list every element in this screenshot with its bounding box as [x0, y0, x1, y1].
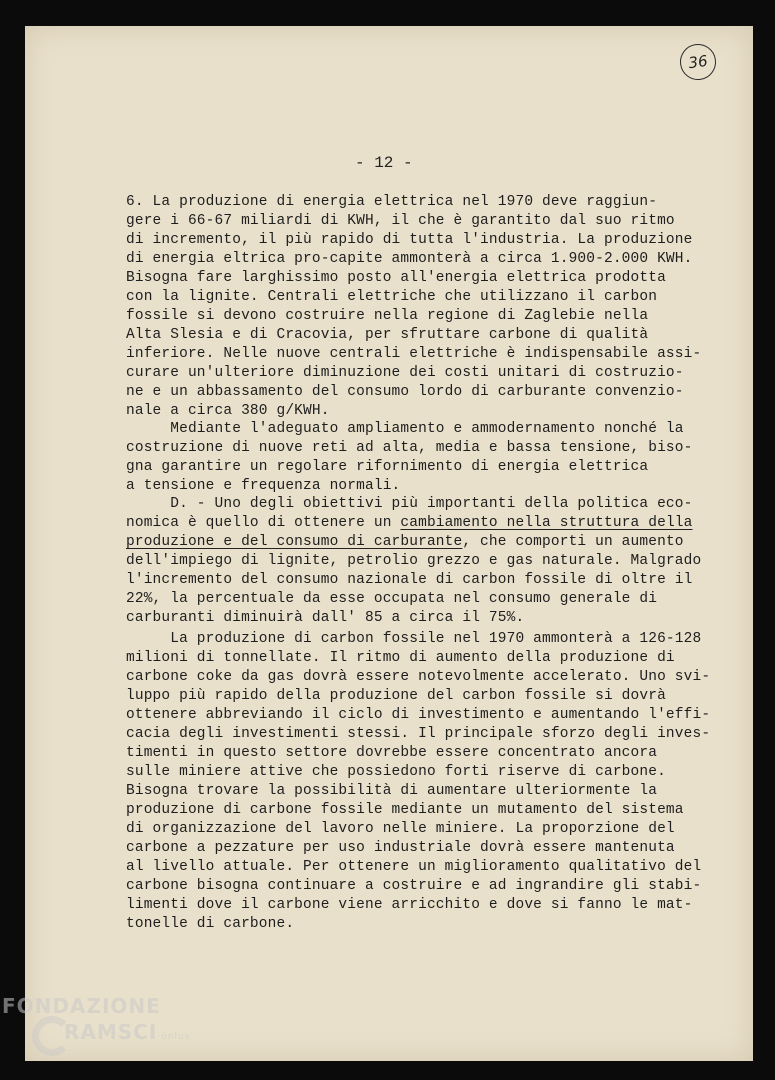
text-line: 6. La produzione di energia elettrica nel 1970 deve raggiun- [126, 194, 658, 210]
text-line: Bisogna fare larghissimo posto all'energia elettrica prodotta [126, 270, 666, 286]
text-line: La produzione di carbon fossile nel 1970 ammonterà a 126-128 [126, 631, 702, 647]
text-line: a tensione e frequenza normali. [126, 478, 401, 494]
text-line: curare un'ulteriore diminuzione dei costi unitari di costruzio- [126, 365, 684, 381]
underlined-phrase: produzione e del consumo di carburante [126, 534, 463, 550]
text-line: 22%, la percentuale da esse occupata nel consumo generale di [126, 591, 658, 607]
archive-page-mark: 36 [678, 42, 719, 83]
text-line: al livello attuale. Per ottenere un miglioramento qualitativo del [126, 859, 702, 875]
text-line: timenti in questo settore dovrebbe essere concentrato ancora [126, 745, 658, 761]
text-line: Alta Slesia e di Cracovia, per sfruttare carbone di qualità [126, 327, 649, 343]
text-line: milioni di tonnellate. Il ritmo di aumento della produzione di [126, 650, 675, 666]
text-line [126, 514, 726, 533]
text-line: cacia degli investimenti stessi. Il principale sforzo degli inves- [126, 726, 711, 742]
text-line: sulle miniere attive che possiedono forti riserve di carbone. [126, 764, 666, 780]
text-line: carbone a pezzature per uso industriale dovrà essere mantenuta [126, 840, 675, 856]
text-line: Mediante l'adeguato ampliamento e ammodernamento nonché la [126, 421, 684, 437]
text-line: di organizzazione del lavoro nelle miniere. La proporzione del [126, 821, 675, 837]
gramsci-g-logo-icon [32, 1016, 72, 1056]
text-line: di energia eltrica pro-capite ammonterà a circa 1.900-2.000 KWH. [126, 251, 693, 267]
underlined-phrase: cambiamento nella struttura della [400, 515, 693, 531]
watermark-suffix: onlus [161, 1032, 191, 1042]
text-line: gere i 66-67 miliardi di KWH, il che è garantito dal suo ritmo [126, 213, 675, 229]
text-line: gna garantire un regolare rifornimento di energia elettrica [126, 459, 649, 475]
text-line: l'incremento del consumo nazionale di carbon fossile di oltre il [126, 572, 693, 588]
text-line: inferiore. Nelle nuove centrali elettriche è indispensabile assi- [126, 346, 702, 362]
watermark-line-2: RAMSCI onlus [64, 1020, 191, 1044]
text-line: tonelle di carbone. [126, 916, 295, 932]
text-line: fossile si devono costruire nella regione di Zaglebie nella [126, 308, 649, 324]
paragraph-coal-production [126, 630, 726, 934]
page-number: - 12 - [355, 154, 413, 172]
paragraph-fuel-structure [126, 495, 726, 628]
text-line: dell'impiego di lignite, petrolio grezzo e gas naturale. Malgrado [126, 553, 702, 569]
text-line: ne e un abbassamento del consumo lordo di carburante convenzio- [126, 384, 684, 400]
text-line: carbone coke da gas dovrà essere notevolmente accelerato. Uno svi- [126, 669, 711, 685]
fondazione-gramsci-watermark [2, 994, 190, 1044]
text-line: nale a circa 380 g/KWH. [126, 403, 330, 419]
text-line: carburanti diminuirà dall' 85 a circa il 75%. [126, 610, 525, 626]
text-line: D. - Uno degli obiettivi più importanti della politica eco- [126, 496, 693, 512]
text-line: luppo più rapido della produzione del carbon fossile si dovrà [126, 688, 666, 704]
text-line: di incremento, il più rapido di tutta l'industria. La produzione [126, 232, 693, 248]
paragraph-power-networks [126, 420, 726, 496]
paragraph-electric-energy [126, 193, 726, 421]
watermark-line-1: FONDAZIONE [2, 994, 161, 1018]
text-line: costruzione di nuove reti ad alta, media e bassa tensione, biso- [126, 440, 693, 456]
text-line: con la lignite. Centrali elettriche che utilizzano il carbon [126, 289, 658, 305]
text-line: produzione di carbone fossile mediante un mutamento del sistema [126, 802, 684, 818]
text-segment: nomica è quello di ottenere un [126, 515, 401, 531]
text-line: ottenere abbreviando il ciclo di investimento e aumentando l'effi- [126, 707, 711, 723]
text-line [126, 533, 726, 552]
text-line: carbone bisogna continuare a costruire e ad ingrandire gli stabi- [126, 878, 702, 894]
text-segment: , che comporti un aumento [462, 534, 684, 550]
text-line: limenti dove il carbone viene arricchito e dove si fanno le mat- [126, 897, 693, 913]
text-line: Bisogna trovare la possibilità di aumentare ulteriormente la [126, 783, 658, 799]
